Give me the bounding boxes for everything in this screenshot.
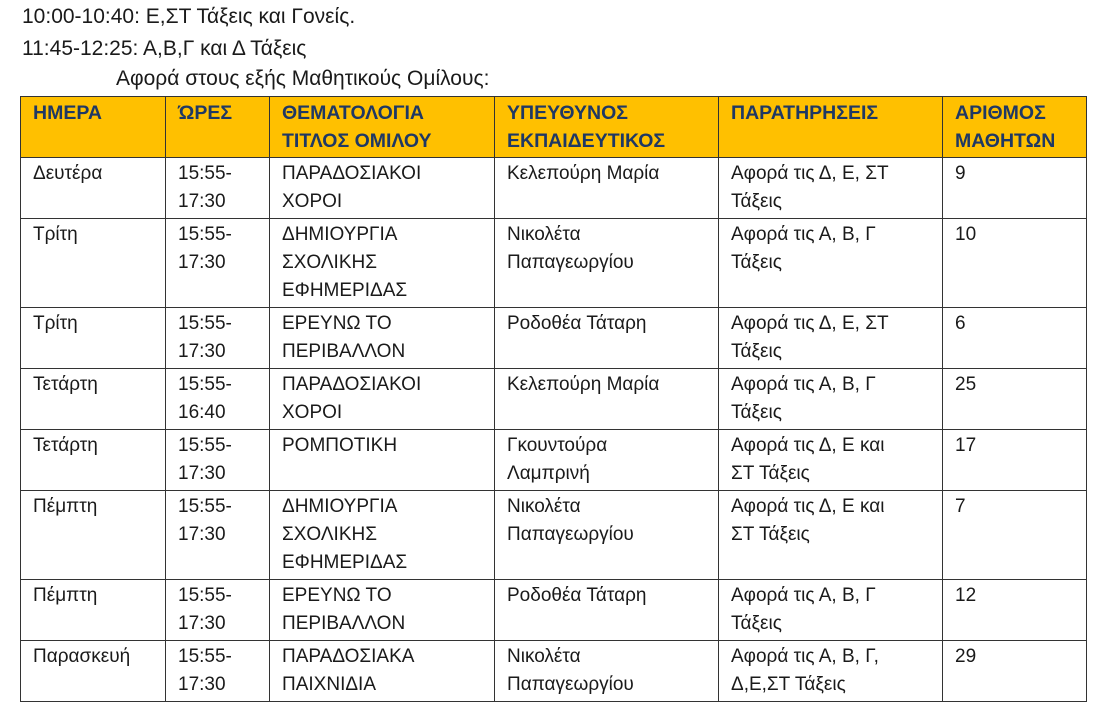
table-row	[21, 219, 1087, 308]
cell-day: Πέμπτη	[21, 580, 166, 641]
cell-student-count: 6	[943, 308, 1087, 369]
table-header-row	[21, 97, 1087, 158]
clubs-schedule-table	[20, 96, 1087, 702]
cell-student-count: 25	[943, 369, 1087, 430]
table-row	[21, 158, 1087, 219]
cell-student-count: 9	[943, 158, 1087, 219]
cell-day: Πέμπτη	[21, 491, 166, 580]
clubs-intro-line: Αφορά στους εξής Μαθητικούς Ομίλους:	[116, 67, 490, 90]
cell-hours: 15:55- 17:30	[166, 158, 270, 219]
table-row	[21, 491, 1087, 580]
cell-topic: ΕΡΕΥΝΩ ΤΟ ΠΕΡΙΒΑΛΛΟΝ	[270, 308, 495, 369]
cell-student-count: 7	[943, 491, 1087, 580]
cell-teacher: Νικολέτα Παπαγεωργίου	[495, 219, 719, 308]
cell-topic: ΠΑΡΑΔΟΣΙΑΚΑ ΠΑΙΧΝΙΔΙΑ	[270, 641, 495, 702]
cell-hours: 15:55- 17:30	[166, 219, 270, 308]
cell-notes: Αφορά τις Δ, Ε και ΣΤ Τάξεις	[719, 430, 943, 491]
header-hours: ΏΡΕΣ	[166, 97, 270, 158]
cell-hours: 15:55- 17:30	[166, 491, 270, 580]
cell-day: Τετάρτη	[21, 369, 166, 430]
cell-topic: ΔΗΜΙΟΥΡΓΙΑ ΣΧΟΛΙΚΗΣ ΕΦΗΜΕΡΙΔΑΣ	[270, 219, 495, 308]
schedule-line-younger-classes: 11:45-12:25: Α,Β,Γ και Δ Τάξεις	[22, 37, 307, 60]
cell-day: Δευτέρα	[21, 158, 166, 219]
cell-hours: 15:55- 17:30	[166, 580, 270, 641]
cell-hours: 15:55- 17:30	[166, 641, 270, 702]
header-day: ΗΜΕΡΑ	[21, 97, 166, 158]
header-notes: ΠΑΡΑΤΗΡΗΣΕΙΣ	[719, 97, 943, 158]
cell-day: Τρίτη	[21, 308, 166, 369]
cell-topic: ΡΟΜΠΟΤΙΚΗ	[270, 430, 495, 491]
cell-day: Παρασκευή	[21, 641, 166, 702]
cell-student-count: 12	[943, 580, 1087, 641]
cell-notes: Αφορά τις Α, Β, Γ Τάξεις	[719, 219, 943, 308]
cell-topic: ΠΑΡΑΔΟΣΙΑΚΟΙ ΧΟΡΟΙ	[270, 369, 495, 430]
table-row	[21, 580, 1087, 641]
cell-teacher: Γκουντούρα Λαμπρινή	[495, 430, 719, 491]
table-row	[21, 641, 1087, 702]
table-row	[21, 308, 1087, 369]
table-row	[21, 430, 1087, 491]
cell-notes: Αφορά τις Α, Β, Γ Τάξεις	[719, 369, 943, 430]
cell-day: Τρίτη	[21, 219, 166, 308]
cell-notes: Αφορά τις Δ, Ε και ΣΤ Τάξεις	[719, 491, 943, 580]
cell-student-count: 29	[943, 641, 1087, 702]
cell-teacher: Νικολέτα Παπαγεωργίου	[495, 491, 719, 580]
cell-teacher: Ροδοθέα Τάταρη	[495, 308, 719, 369]
cell-topic: ΕΡΕΥΝΩ ΤΟ ΠΕΡΙΒΑΛΛΟΝ	[270, 580, 495, 641]
cell-teacher: Κελεπούρη Μαρία	[495, 369, 719, 430]
cell-student-count: 10	[943, 219, 1087, 308]
cell-topic: ΠΑΡΑΔΟΣΙΑΚΟΙ ΧΟΡΟΙ	[270, 158, 495, 219]
schedule-line-older-classes: 10:00-10:40: Ε,ΣΤ Τάξεις και Γονείς.	[22, 5, 356, 28]
cell-notes: Αφορά τις Δ, Ε, ΣΤ Τάξεις	[719, 158, 943, 219]
header-student-count: ΑΡΙΘΜΟΣ ΜΑΘΗΤΩΝ	[943, 97, 1087, 158]
cell-hours: 15:55- 16:40	[166, 369, 270, 430]
cell-notes: Αφορά τις Α, Β, Γ Τάξεις	[719, 580, 943, 641]
header-teacher: ΥΠΕΥΘΥΝΟΣ ΕΚΠΑΙΔΕΥΤΙΚΟΣ	[495, 97, 719, 158]
cell-teacher: Ροδοθέα Τάταρη	[495, 580, 719, 641]
cell-teacher: Νικολέτα Παπαγεωργίου	[495, 641, 719, 702]
cell-student-count: 17	[943, 430, 1087, 491]
table-row	[21, 369, 1087, 430]
cell-teacher: Κελεπούρη Μαρία	[495, 158, 719, 219]
cell-topic: ΔΗΜΙΟΥΡΓΙΑ ΣΧΟΛΙΚΗΣ ΕΦΗΜΕΡΙΔΑΣ	[270, 491, 495, 580]
cell-hours: 15:55- 17:30	[166, 308, 270, 369]
cell-day: Τετάρτη	[21, 430, 166, 491]
cell-notes: Αφορά τις Δ, Ε, ΣΤ Τάξεις	[719, 308, 943, 369]
header-topic: ΘΕΜΑΤΟΛΟΓΙΑ ΤΙΤΛΟΣ ΟΜΙΛΟΥ	[270, 97, 495, 158]
cell-hours: 15:55- 17:30	[166, 430, 270, 491]
cell-notes: Αφορά τις Α, Β, Γ, Δ,Ε,ΣΤ Τάξεις	[719, 641, 943, 702]
